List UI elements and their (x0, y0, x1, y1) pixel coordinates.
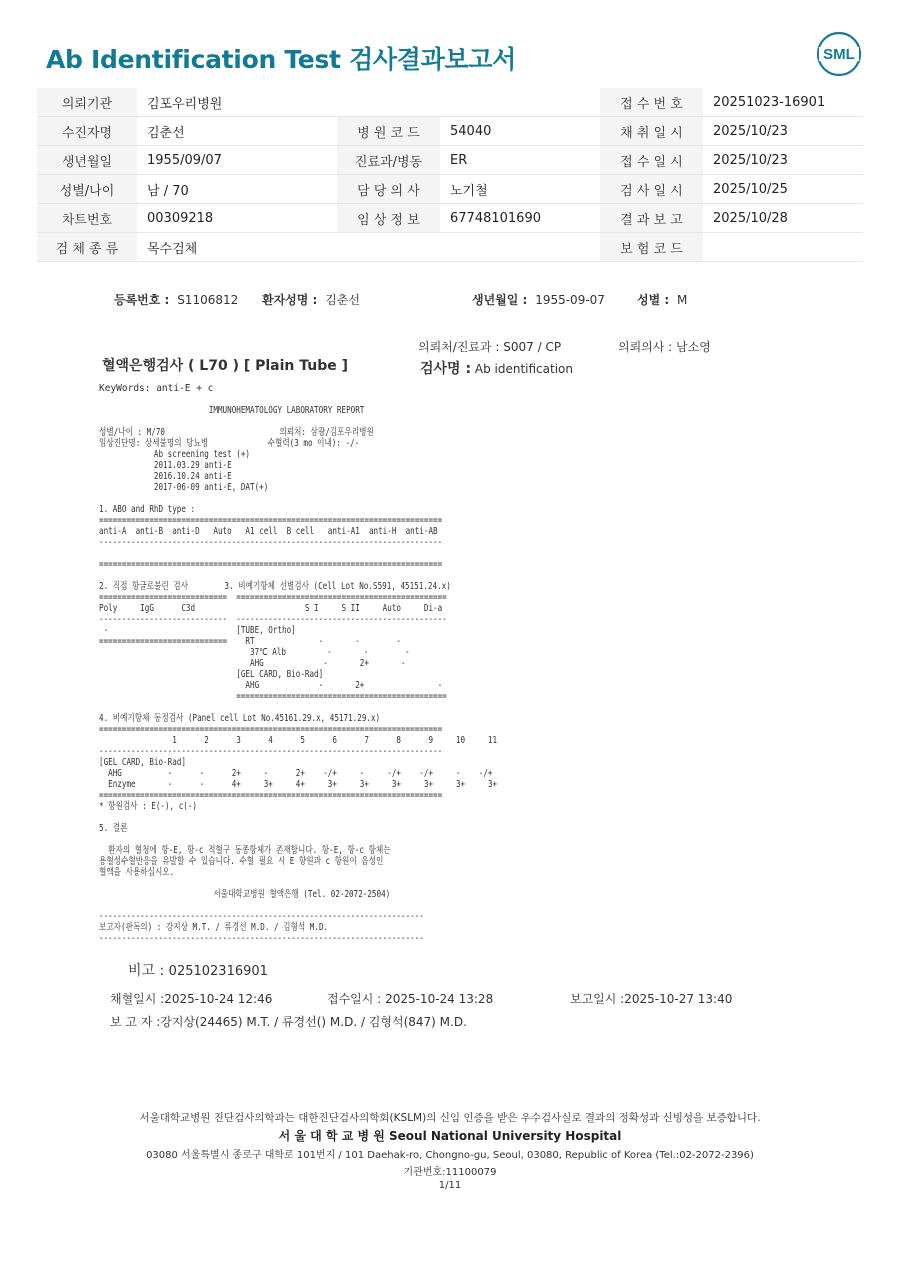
report-line: ---------------------------- ---------------------------------------------- (99, 614, 447, 625)
footer-institution-code: 기관번호:11100079 (403, 1167, 497, 1178)
report-line (99, 900, 497, 911)
info-value: 67748101690 (440, 204, 600, 233)
page-title: Ab Identification Test 검사결과보고서 (46, 45, 517, 74)
info-value: 20251023-16901 (703, 88, 863, 117)
exam-title: 혈액은행검사 ( L70 ) [ Plain Tube ] (102, 358, 349, 374)
report-datetime: 보고일시 :2025-10-27 13:40 (570, 992, 733, 1006)
sml-logo (815, 30, 863, 78)
report-line: 4. 비예기항체 동정검사 (Panel cell Lot No.45161.29.x, 45171.29.x) (99, 713, 381, 724)
birth-date: 생년월일 : 1955-09-07 (472, 293, 605, 307)
immunohematology-report-body (99, 405, 497, 944)
report-line: 보고자(판독의) : 강지상 M.T. / 류경선 M.D. / 김형석 M.D. (99, 922, 329, 933)
info-label: 검 사 일 시 (600, 175, 703, 204)
info-row (37, 117, 863, 146)
info-value: 2025/10/23 (703, 117, 863, 146)
info-label: 성별/나이 (37, 175, 137, 204)
report-line: ============================================== (99, 691, 447, 702)
info-label (337, 88, 440, 117)
info-value: 54040 (440, 117, 600, 146)
info-label: 접 수 일 시 (600, 146, 703, 175)
report-line (99, 812, 497, 823)
footer-hospital: 서 울 대 학 교 병 원 Seoul National University Hospital (278, 1129, 622, 1143)
referring-doctor: 의뢰의사 : 남소영 (618, 340, 711, 354)
info-value: 00309218 (137, 204, 337, 233)
remark: 비고 : 025102316901 (128, 963, 268, 979)
info-label: 차트번호 (37, 204, 137, 233)
info-label: 임 상 정 보 (337, 204, 440, 233)
report-line: ----------------------------------------------------------------------- (99, 911, 424, 922)
info-row (37, 175, 863, 204)
receive-datetime: 접수일시 : 2025-10-24 13:28 (327, 992, 494, 1006)
info-value: 노기철 (440, 175, 600, 204)
keywords: KeyWords: anti-E + c (99, 383, 214, 394)
report-line: =========================================================================== (99, 559, 443, 570)
report-line: Enzyme - - 4+ 3+ 4+ 3+ 3+ 3+ 3+ 3+ 3+ (99, 779, 498, 790)
page-number: 1/11 (438, 1180, 462, 1191)
report-line (99, 834, 497, 845)
report-line: --------------------------------------------------------------------------- (99, 537, 443, 548)
report-line: ============================ ============================================== (99, 592, 447, 603)
report-line (99, 878, 497, 889)
info-value: 목수검체 (137, 233, 337, 262)
report-line: * 항원검사 : E(-), c(-) (99, 801, 198, 812)
reporter: 보 고 자 :강지상(24465) M.T. / 류경선() M.D. / 김형석(847) M.D. (110, 1015, 467, 1029)
report-line: 1 2 3 4 5 6 7 8 9 10 11 (99, 735, 498, 746)
report-line (99, 416, 497, 427)
report-line: 2016.10.24 anti-E (99, 471, 232, 482)
report-line: 환자의 혈청에 항-E, 항-c 적혈구 동종항체가 존재합니다. 항-E, 항-c 항체는 (99, 845, 391, 856)
report-line: =========================================================================== (99, 515, 443, 526)
info-label: 검 체 종 류 (37, 233, 137, 262)
info-label: 생년월일 (37, 146, 137, 175)
info-row (37, 146, 863, 175)
info-label: 진료과/병동 (337, 146, 440, 175)
report-line: 5. 결론 (99, 823, 128, 834)
info-value: 2025/10/28 (703, 204, 863, 233)
report-line: 성별/나이 : M/70 의뢰처: 삼광/김포우리병원 (99, 427, 374, 438)
info-row (37, 88, 863, 117)
report-line: 2017-06-09 anti-E, DAT(+) (99, 482, 269, 493)
info-label: 결 과 보 고 (600, 204, 703, 233)
report-line: 2. 직접 항글로불린 검사 3. 비예기항체 선별검사 (Cell Lot No.S591, 45151.24.x) (99, 581, 451, 592)
info-value: 2025/10/25 (703, 175, 863, 204)
report-line: 임상진단명: 상세불명의 당뇨병 수혈력(3 mo 이내): -/- (99, 438, 360, 449)
report-line: --------------------------------------------------------------------------- (99, 746, 443, 757)
report-line: 서울대학교병원 혈액은행 (Tel. 02-2072-2504) (99, 889, 391, 900)
report-line: ----------------------------------------------------------------------- (99, 933, 424, 944)
report-line: - [TUBE, Ortho] (99, 625, 296, 636)
report-line: IMMUNOHEMATOLOGY LABORATORY REPORT (99, 405, 365, 416)
report-line: [GEL CARD, Bio-Rad] (99, 669, 324, 680)
info-value: 김포우리병원 (137, 88, 337, 117)
info-value: 김춘선 (137, 117, 337, 146)
report-line: Ab screening test (+) (99, 449, 250, 460)
info-label: 보 험 코 드 (600, 233, 703, 262)
footer-address: 03080 서울특별시 종로구 대학로 101번지 / 101 Daehak-ro, Chongno-gu, Seoul, 03080, Republic of Korea (Tel.:02-2072-2396) (146, 1150, 754, 1161)
info-label: 병 원 코 드 (337, 117, 440, 146)
report-line: 1. ABO and RhD type : (99, 504, 196, 515)
info-value: 2025/10/23 (703, 146, 863, 175)
report-line (99, 570, 497, 581)
info-label: 접 수 번 호 (600, 88, 703, 117)
info-value: 남 / 70 (137, 175, 337, 204)
info-label (337, 233, 440, 262)
info-row (37, 233, 863, 262)
report-line: anti-A anti-B anti-D Auto A1 cell B cell anti-A1 anti-H anti-AB (99, 526, 438, 537)
scanned-report (0, 270, 900, 1270)
sml-logo-text: SML (823, 46, 855, 63)
referrer-dept: 의뢰처/진료과 : S007 / CP (418, 340, 562, 354)
report-line: 37℃ Alb - - - (99, 647, 410, 658)
info-value (440, 88, 600, 117)
report-line: =========================================================================== (99, 724, 443, 735)
exam-name: 검사명 : Ab identification (420, 361, 573, 377)
info-label: 채 취 일 시 (600, 117, 703, 146)
report-line: 2011.03.29 anti-E (99, 460, 232, 471)
reg-number: 등록번호 : S1106812 (114, 293, 239, 307)
info-value (703, 233, 863, 262)
patient-name: 환자성명 : 김춘선 (262, 293, 360, 307)
report-line: AHG - 2+ - (99, 658, 406, 669)
report-line: Poly IgG C3d S I S II Auto Di-a (99, 603, 443, 614)
sex: 성별 : M (637, 293, 688, 307)
report-line (99, 702, 497, 713)
report-line (99, 493, 497, 504)
report-line: AHG - - 2+ - 2+ -/+ - -/+ -/+ - -/+ (99, 768, 493, 779)
report-line (99, 548, 497, 559)
info-value: 1955/09/07 (137, 146, 337, 175)
footer-certification: 서울대학교병원 진단검사의학과는 대한진단검사의학회(KSLM)의 신임 인증을 받은 우수검사실로 결과의 정확성과 신빙성을 보증합니다. (139, 1112, 761, 1124)
report-line: 혈액을 사용하십시오. (99, 867, 175, 878)
info-label: 수진자명 (37, 117, 137, 146)
report-line: AHG - 2+ - (99, 680, 443, 691)
report-line: =========================================================================== (99, 790, 443, 801)
report-line: ============================ RT - - - (99, 636, 401, 647)
info-label: 담 당 의 사 (337, 175, 440, 204)
patient-info-table (37, 88, 863, 262)
report-line: [GEL CARD, Bio-Rad] (99, 757, 186, 768)
info-label: 의뢰기관 (37, 88, 137, 117)
info-value: ER (440, 146, 600, 175)
info-row (37, 204, 863, 233)
report-line: 용혈성수혈반응을 유발할 수 있습니다. 수혈 필요 시 E 항원과 c 항원이 음성인 (99, 856, 384, 867)
collect-datetime: 채혈일시 :2025-10-24 12:46 (110, 992, 273, 1006)
info-value (440, 233, 600, 262)
